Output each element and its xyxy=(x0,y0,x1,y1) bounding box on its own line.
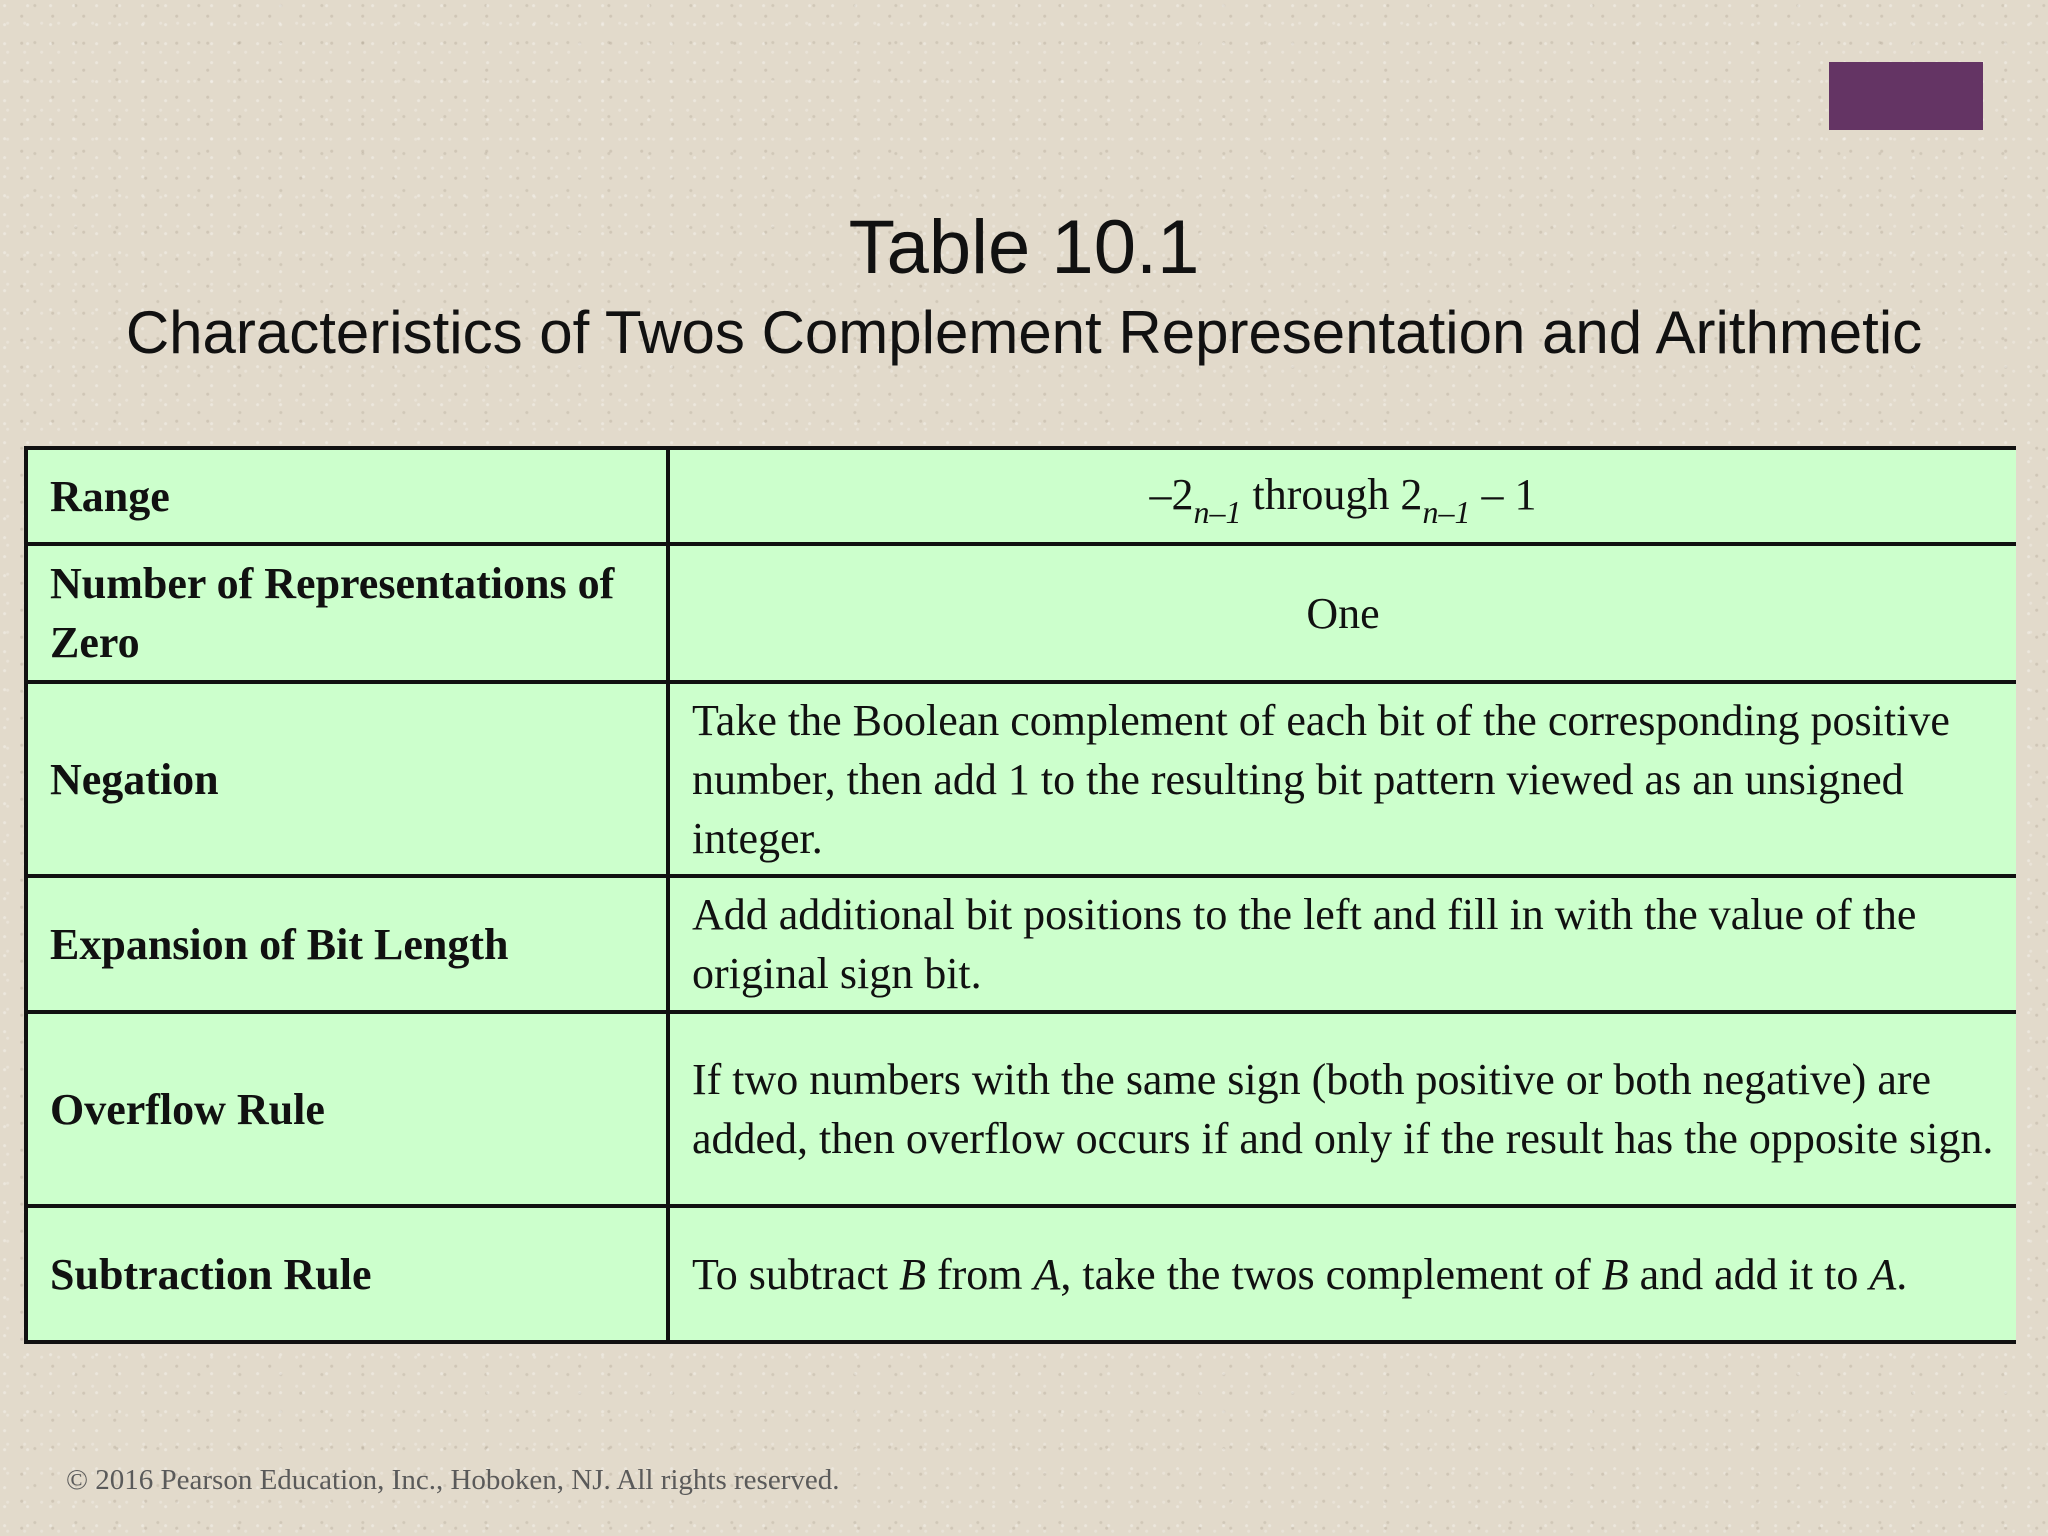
text-part: . xyxy=(1896,1249,1908,1299)
variable-a: A xyxy=(1033,1249,1061,1299)
table-subtitle: Characteristics of Twos Complement Representation and Arithmetic xyxy=(125,299,1923,366)
table-row-range xyxy=(26,448,2016,544)
row-value: One xyxy=(668,544,2016,682)
table-row-zero-representations xyxy=(26,544,2016,682)
range-minus-two: –2 xyxy=(1149,469,1194,519)
row-label: Range xyxy=(26,448,668,544)
range-value xyxy=(668,448,2016,544)
table-title: Table 10.1 xyxy=(848,205,1200,290)
text-part: and add it to xyxy=(1628,1249,1870,1299)
row-label: Overflow Rule xyxy=(26,1012,668,1206)
characteristics-table xyxy=(24,446,2016,1344)
range-through: through 2 xyxy=(1241,469,1423,519)
copyright-footer: © 2016 Pearson Education, Inc., Hoboken, NJ. All rights reserved. xyxy=(66,1464,840,1496)
row-label: Negation xyxy=(26,682,668,876)
row-label: Expansion of Bit Length xyxy=(26,876,668,1012)
accent-block xyxy=(1829,62,1983,130)
row-value: Take the Boolean complement of each bit of the corresponding positive number, then add 1 to the resulting bit pattern viewed as an unsigned integer. xyxy=(668,682,2016,876)
range-subscript-upper: n–1 xyxy=(1422,493,1471,530)
table-row-overflow xyxy=(26,1012,2016,1206)
row-value: Add additional bit positions to the left and fill in with the value of the original sign bit. xyxy=(668,876,2016,1012)
range-tail: – 1 xyxy=(1470,469,1537,519)
table-row-subtraction xyxy=(26,1206,2016,1342)
text-part: from xyxy=(925,1249,1034,1299)
table-row-expansion xyxy=(26,876,2016,1012)
variable-a: A xyxy=(1869,1249,1897,1299)
row-label: Number of Representations of Zero xyxy=(26,544,668,682)
range-subscript-lower: n–1 xyxy=(1193,493,1242,530)
characteristics-table-wrapper xyxy=(24,446,2014,1344)
row-value: If two numbers with the same sign (both positive or both negative) are added, then overflow occurs if and only if the result has the opposite sign. xyxy=(668,1012,2016,1206)
table-row-negation xyxy=(26,682,2016,876)
variable-b: B xyxy=(899,1249,926,1299)
variable-b: B xyxy=(1601,1249,1629,1299)
subtraction-value xyxy=(668,1206,2016,1342)
text-part: To subtract xyxy=(692,1249,900,1299)
row-label: Subtraction Rule xyxy=(26,1206,668,1342)
text-part: , take the twos complement of xyxy=(1060,1249,1602,1299)
